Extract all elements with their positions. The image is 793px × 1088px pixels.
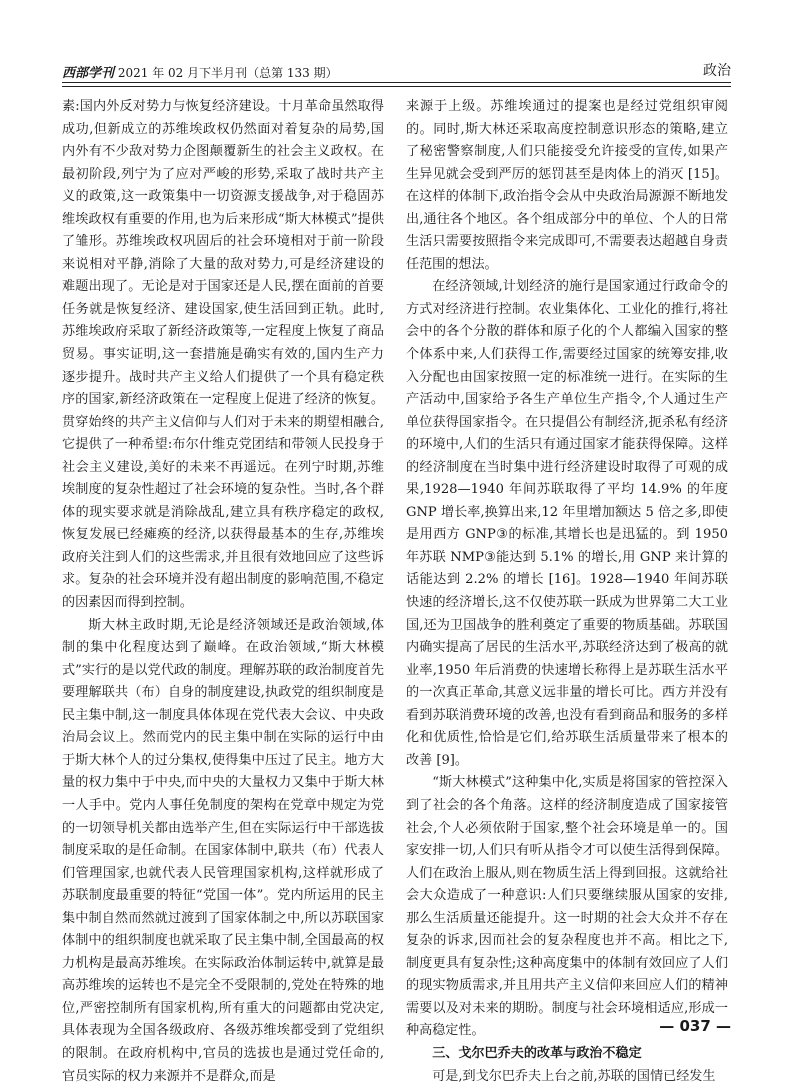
- header-rule-thin: [62, 86, 731, 87]
- paragraph: 可是,到戈尔巴乔夫上台之前,苏联的国情已经发生: [432, 1068, 716, 1084]
- section-heading: 三、戈尔巴乔夫的改革与政治不稳定: [432, 1045, 642, 1061]
- paragraph: 来源于上级。苏维埃通过的提案也是经过党组织审阅的。同时,斯大林还采取高度控制意识形态的策略,建立了秘密警察制度,人们只能接受允许接受的宣传,如果产生异见就会受到严厉的惩罚甚至是肉体上的消灭 [15]。在这样的体制下,政治指令会从中央政治局源源不断地发出,通往各个地区。各个组成部分中的单位、个人的日常生活只需要按照指令来完成即可,不需要表达超越自身责任范围的想法。: [406, 99, 728, 272]
- page-header: [62, 60, 731, 82]
- journal-logo: 西部学刊: [62, 66, 115, 81]
- header-rule: [62, 82, 731, 83]
- section-label: 政治: [703, 63, 731, 79]
- left-column: [62, 96, 384, 1088]
- paragraph: 素:国内外反对势力与恢复经济建设。十月革命虽然取得成功,但新成立的苏维埃政权仍然面对着复杂的局势,国内外有不少敌对势力企图颠覆新生的社会主义政权。在最初阶段,列宁为了应对严峻的形势,采取了战时共产主义的政策,这一政策集中一切资源支援战争,对于稳固苏维埃政权有重要的作用,也为后来形成“斯大林模式”提供了雏形。苏维埃政权巩固后的社会环境相对于前一阶段来说相对平静,消除了大量的敌对势力,可是经济建设的难题出现了。无论是对于国家还是人民,摆在面前的首要任务就是恢复经济、建设国家,使生活回到正轨。此时,苏维埃政府采取了新经济政策等,一定程度上恢复了商品贸易。事实证明,这一套措施是确实有效的,国内生产力逐步提升。战时共产主义给人们提供了一个具有稳定秩序的国家,新经济政策在一定程度上促进了经济的恢复。贯穿始终的共产主义信仰与人们对于未来的期望相融合,它提供了一种希望:布尔什维克党团结和带领人民投身于社会主义建设,美好的未来不再遥远。在列宁时期,苏维埃制度的复杂性超过了社会环境的复杂性。当时,各个群体的现实要求就是消除战乱,建立具有秩序稳定的政权,恢复发展已经瘫痪的经济,以获得最基本的生存,苏维埃政府关注到人们的这些需求,并且很有效地回应了这些诉求。复杂的社会环境并没有超出制度的影响范围,不稳定的因素因而得到控制。: [62, 99, 384, 611]
- issue-info: 2021 年 02 月下半月刊（总第 133 期）: [117, 66, 338, 80]
- right-column: [406, 96, 728, 1088]
- paragraph: 斯大林主政时期,无论是经济领域还是政治领域,体制的集中化程度达到了巅峰。在政治领域,“斯大林模式”实行的是以党代政的制度。理解苏联的政治制度首先要理解联共（布）自身的制度建设,执政党的组织制度是民主集中制,这一制度具体体现在党代表大会议、中央政治局会议上。然而党内的民主集中制在实际的运行中由于斯大林个人的过分集权,使得集中压过了民主。地方大量的权力集中于中央,而中央的大量权力又集中于斯大林一人手中。党内人事任免制度的架构在党章中规定为党的一切领导机关都由选举产生,但在实际运行中干部选拔制度采取的是任命制。在国家体制中,联共（布）代表人们管理国家,也就代表人民管理国家机构,这样就形成了苏联制度最重要的特征“党国一体”。党内所运用的民主集中制自然而然就过渡到了国家体制之中,所以苏联国家体制中的组织制度也就采取了民主集中制,全国最高的权力机构是最高苏维埃。在实际政治体制运转中,就算是最高苏维埃的运转也不是完全不受限制的,党处在特殊的地位,严密控制所有国家机构,所有重大的问题都由党决定,具体表现为全国各级政府、各级苏维埃都受到了党组织的限制。在政府机构中,官员的选拔也是通过党任命的,官员实际的权力来源并不是群众,而是: [62, 617, 384, 1084]
- paragraph: “斯大林模式”这种集中化,实质是将国家的管控深入到了社会的各个角落。这样的经济制度造成了国家接管社会,个人必须依附于国家,整个社会环境是单一的。国家安排一切,人们只有听从指令才可以使生活得到保障。人们在政治上服从,则在物质生活上得到回报。这就给社会大众造成了一种意识:人们只要继续服从国家的安排,那么生活质量还能提升。这一时期的社会大众并不存在复杂的诉求,因而社会的复杂程度也并不高。相比之下,制度更具有复杂性;这种高度集中的体制有效回应了人们的现实物质需求,并且用共产主义信仰来回应人们的精神需要以及对未来的期盼。制度与社会环境相适应,形成一种高稳定性。: [406, 775, 728, 1039]
- page-number: — 037 —: [659, 1017, 731, 1035]
- journal-info: [62, 62, 338, 81]
- paragraph: 在经济领域,计划经济的施行是国家通过行政命令的方式对经济进行控制。农业集体化、工业化的推行,将社会中的各个分散的群体和原子化的个人都编入国家的整个体系中来,人们获得工作,需要经过国家的统筹安排,收入分配也由国家按照一定的标准统一进行。在实际的生产活动中,国家给予各生产单位生产指令,个人通过生产单位获得国家指令。在只提倡公有制经济,扼杀私有经济的环境中,人们的生活只有通过国家才能获得保障。这样的经济制度在当时集中进行经济建设时取得了可观的成果,1928—1940 年间苏联取得了平均 14.9% 的年度 GNP 增长率,换算出来,12 年里增加额达 5 倍之多,即使是用西方 GNP③的标准,其增长也是迅猛的。到 1950 年苏联 NMP③能达到 5.1% 的增长,用 GNP 来计算的话能达到 2.2% 的增长 [16]。1928—1940 年间苏联快速的经济增长,这不仅使苏联一跃成为世界第二大工业国,还为卫国战争的胜利奠定了重要的物质基础。苏联国内确实提高了居民的生活水平,苏联经济达到了极高的就业率,1950 年后消费的快速增长称得上是苏联生活水平的一次真正革命,其意义远非量的增长可比。西方并没有看到苏联消费环境的改善,也没有看到商品和服务的多样化和优质性,恰恰是它们,给苏联生活质量带来了根本的改善 [9]。: [406, 279, 728, 768]
